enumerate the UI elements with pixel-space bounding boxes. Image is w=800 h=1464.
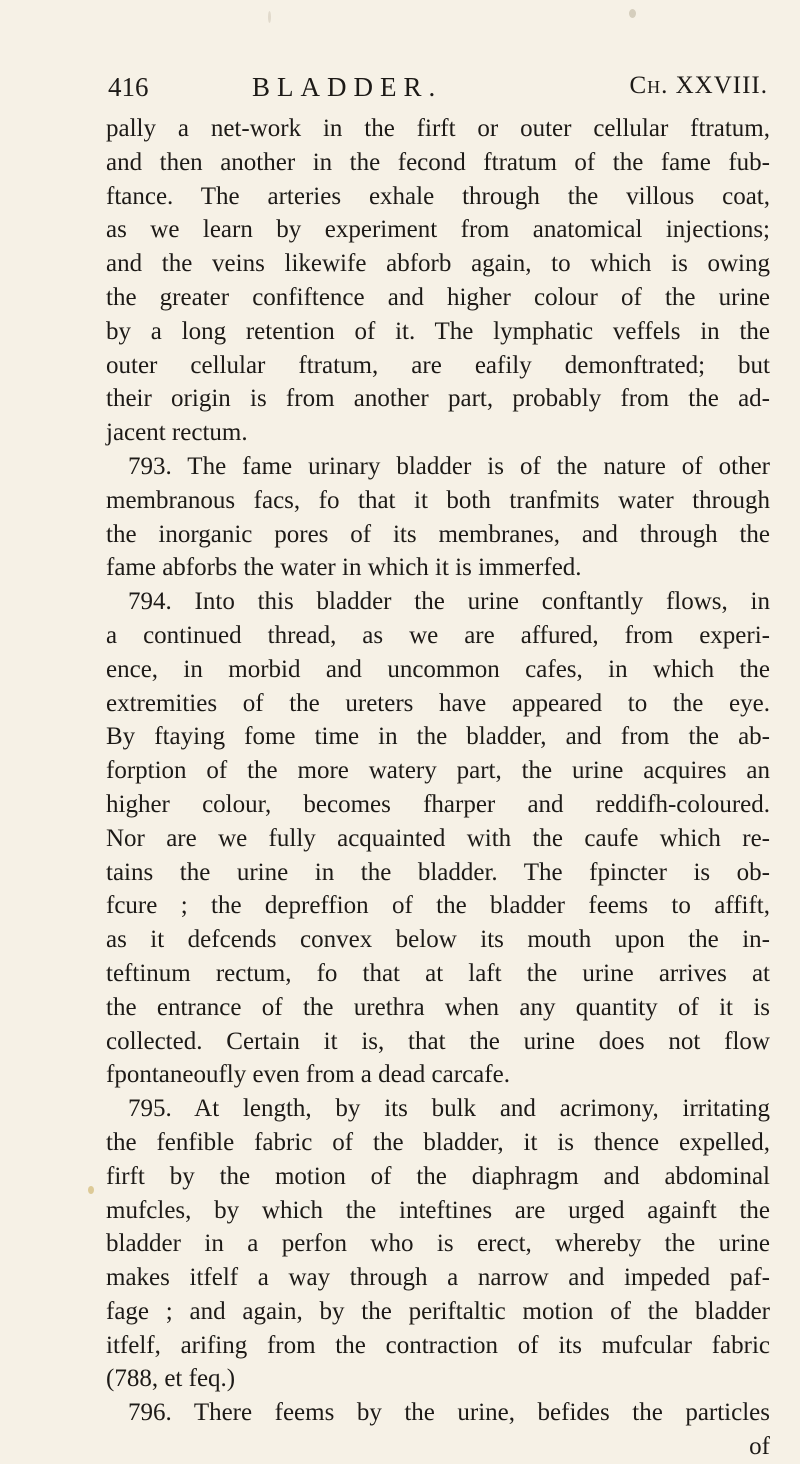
running-header bbox=[108, 72, 768, 112]
text-line: 794. Into this bladder the urine conftantly flows, in bbox=[128, 588, 770, 616]
text-line: the entrance of the urethra when any quantity of it is bbox=[106, 993, 770, 1021]
text-line: By ftaying fome time in the bladder, and from the ab- bbox=[106, 723, 770, 751]
text-line: the fenfible fabric of the bladder, it is thence expelled, bbox=[106, 1128, 770, 1156]
text-line: as it defcends convex below its mouth upon the in- bbox=[106, 926, 770, 954]
text-line: as we learn by experiment from anatomical injections; bbox=[106, 216, 770, 244]
ink-spot bbox=[629, 9, 636, 18]
body-text bbox=[106, 112, 770, 1464]
text-line: pally a net-work in the firft or outer cellular ftratum, bbox=[106, 115, 770, 142]
text-line: bladder in a perfon who is erect, whereby the urine bbox=[106, 1230, 770, 1258]
text-line: makes itfelf a way through a narrow and impeded paf- bbox=[106, 1264, 770, 1292]
text-line: firft by the motion of the diaphragm and abdominal bbox=[106, 1162, 770, 1190]
running-title: BLADDER. bbox=[252, 72, 443, 102]
text-line: of bbox=[749, 1433, 770, 1461]
text-line: higher colour, becomes fharper and reddifh-coloured. bbox=[106, 790, 770, 818]
chapter-label: Ch. XXVIII. bbox=[629, 72, 768, 99]
text-line: and then another in the fecond ftratum of the fame fub- bbox=[106, 148, 770, 176]
text-line: fcure ; the depreffion of the bladder feems to affift, bbox=[106, 892, 770, 920]
text-line: 795. At length, by its bulk and acrimony, irritating bbox=[128, 1095, 770, 1123]
text-line: by a long retention of it. The lymphatic veffels in the bbox=[106, 317, 770, 345]
text-line: Nor are we fully acquainted with the caufe which re- bbox=[106, 824, 770, 852]
text-line: the greater confiftence and higher colour of the urine bbox=[106, 283, 770, 311]
text-line: itfelf, arifing from the contraction of its mufcular fabric bbox=[106, 1331, 770, 1359]
ink-spot bbox=[88, 1186, 94, 1194]
text-line: tains the urine in the bladder. The fpincter is ob- bbox=[106, 858, 770, 886]
text-line: a continued thread, as we are affured, from experi- bbox=[106, 621, 770, 649]
text-line: fpontaneoufly even from a dead carcafe. bbox=[106, 1061, 510, 1089]
text-line: membranous facs, fo that it both tranfmits water through bbox=[106, 486, 770, 514]
text-line: teftinum rectum, fo that at laft the urine arrives at bbox=[106, 959, 770, 987]
text-line: and the veins likewife abforb again, to which is owing bbox=[106, 250, 770, 278]
text-line: mufcles, by which the inteftines are urged againft the bbox=[106, 1196, 770, 1224]
text-line: 796. There feems by the urine, befides the particles bbox=[128, 1399, 770, 1427]
ink-spot bbox=[268, 11, 271, 23]
text-line: ftance. The arteries exhale through the villous coat, bbox=[106, 182, 770, 210]
text-line: fage ; and again, by the periftaltic motion of the bladder bbox=[106, 1297, 770, 1325]
text-line: the inorganic pores of its membranes, and through the bbox=[106, 520, 770, 548]
text-line: collected. Certain it is, that the urine does not flow bbox=[106, 1027, 770, 1055]
text-line: outer cellular ftratum, are eafily demonftrated; but bbox=[106, 351, 770, 379]
text-line: jacent rectum. bbox=[106, 419, 248, 447]
text-line: extremities of the ureters have appeared to the eye. bbox=[106, 689, 770, 717]
text-line: forption of the more watery part, the urine acquires an bbox=[106, 757, 770, 785]
text-line: ence, in morbid and uncommon cafes, in which the bbox=[106, 655, 770, 683]
text-line: fame abforbs the water in which it is immerfed. bbox=[106, 554, 582, 582]
text-line: their origin is from another part, probably from the ad- bbox=[106, 385, 770, 413]
text-line: (788, et feq.) bbox=[106, 1365, 236, 1393]
text-line: 793. The fame urinary bladder is of the nature of other bbox=[128, 452, 770, 480]
page-number: 416 bbox=[108, 72, 149, 102]
